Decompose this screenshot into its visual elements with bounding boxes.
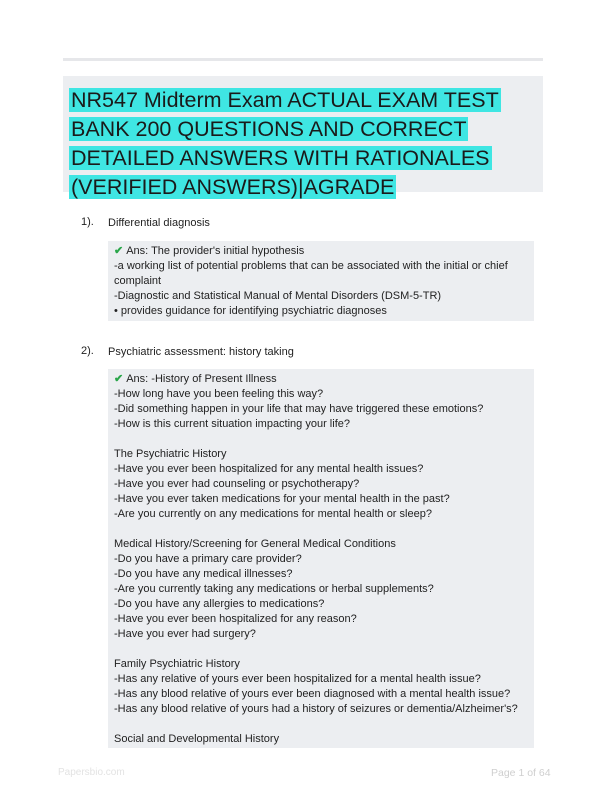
answer-line: -Diagnostic and Statistical Manual of Mental Disorders (DSM-5-TR)	[114, 290, 442, 302]
answer-line: -Has any blood relative of yours had a history of seizures or dementia/Alzheimer's?	[114, 703, 518, 715]
title-line: DETAILED ANSWERS WITH RATIONALES	[71, 146, 490, 170]
answer-line: -Has any blood relative of yours ever been diagnosed with a mental health issue?	[114, 688, 511, 700]
answer-line: -Do you have a primary care provider?	[114, 553, 302, 565]
answer-line: -Has any relative of yours ever been hospitalized for a mental health issue?	[114, 673, 481, 685]
answer-line: -How long have you been feeling this way?	[114, 388, 324, 400]
answer-line: -Are you currently taking any medications or herbal supplements?	[114, 583, 434, 595]
answer-line: -Do you have any medical illnesses?	[114, 568, 293, 580]
answer-line: -Have you ever taken medications for your mental health in the past?	[114, 493, 450, 505]
check-icon: ✔	[114, 373, 124, 385]
answer-line: complaint	[114, 275, 162, 287]
answer-line	[114, 522, 528, 537]
title-line: BANK 200 QUESTIONS AND CORRECT	[71, 117, 467, 141]
answer-line: Family Psychiatric History	[114, 658, 240, 670]
answer-line: Social and Developmental History	[114, 733, 280, 745]
page-number: Page 1 of 64	[491, 767, 551, 779]
answer-box	[108, 369, 534, 748]
answer-line: -a working list of potential problems that can be associated with the initial or chief	[114, 260, 508, 272]
answer-line: -Have you ever been hospitalized for any reason?	[114, 613, 357, 625]
answer-text: Ans: The provider's initial hypothesis	[126, 245, 305, 257]
question-prompt: Psychiatric assessment: history taking	[108, 346, 294, 358]
answer-line: -Are you currently on any medications for mental health or sleep?	[114, 508, 432, 520]
answer-line: -Have you ever been hospitalized for any mental health issues?	[114, 463, 424, 475]
answer-line	[114, 372, 528, 387]
question-number: 2).	[81, 345, 94, 357]
answer-line: The Psychiatric History	[114, 448, 227, 460]
answer-line	[114, 717, 528, 732]
answer-line: -Have you ever had surgery?	[114, 628, 256, 640]
question-number: 1).	[81, 216, 94, 228]
top-divider	[63, 58, 543, 61]
answer-line: Medical History/Screening for General Medical Conditions	[114, 538, 396, 550]
answer-text: Ans: -History of Present Illness	[126, 373, 277, 385]
answer-line: -Have you ever had counseling or psychotherapy?	[114, 478, 360, 490]
title-line: NR547 Midterm Exam ACTUAL EXAM TEST	[71, 88, 499, 112]
answer-line: -How is this current situation impacting your life?	[114, 418, 350, 430]
footer-watermark: Papersbio.com	[58, 767, 125, 778]
answer-line: -Did something happen in your life that may have triggered these emotions?	[114, 403, 484, 415]
answer-line	[114, 432, 528, 447]
check-icon: ✔	[114, 245, 124, 257]
question-prompt: Differential diagnosis	[108, 217, 210, 229]
answer-line: -Do you have any allergies to medications?	[114, 598, 325, 610]
answer-line	[114, 244, 528, 259]
answer-line	[114, 642, 528, 657]
document-title	[69, 86, 509, 202]
title-line: (VERIFIED ANSWERS)|AGRADE	[71, 175, 395, 199]
answer-line: • provides guidance for identifying psychiatric diagnoses	[114, 305, 387, 317]
answer-box	[108, 241, 534, 321]
